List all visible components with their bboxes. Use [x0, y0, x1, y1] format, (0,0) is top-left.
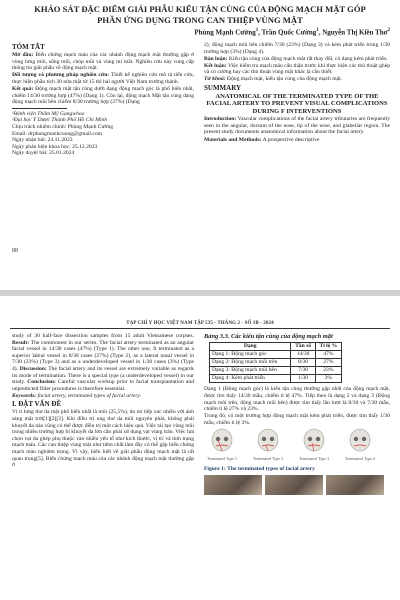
skull-illustration	[208, 428, 236, 456]
right-column-p1	[204, 42, 390, 144]
author-line: Phùng Mạnh Cường$^1$, Trần Quốc Cường$^1$, Nguyễn Thị Kiều Thơ$^2$	[194, 28, 390, 37]
author-1: Phùng Mạnh Cường	[194, 28, 256, 37]
table-row: Dạng 2: Động mạch môi trên 8/30 27%	[210, 359, 342, 367]
article-title: KHẢO SÁT ĐẶC ĐIỂM GIẢI PHẪU KIỂU TẬN CÙNG CỦA ĐỘNG MẠCH MẶT GÓP PHẦN ỨNG DỤNG TRONG CAN THIỆP VÙNG MẶT	[34, 4, 366, 25]
journal-header: TẠP CHÍ Y HỌC VIỆT NAM TẬP 535 - THÁNG 2 - SỐ 1B - 2024	[126, 321, 274, 326]
figure-label: Terminated Type 3	[298, 456, 330, 462]
table-row: Dạng 4: Kém phát triển 1/30 3%	[210, 375, 342, 383]
date-line: Ngày duyệt bài: 25.01.2024	[12, 150, 75, 157]
page-number: 88	[12, 248, 18, 254]
abstract-para: Kết luận: Việc kiểm tra mạch máu cẩn thận trước khi thực hiện các thủ thuật ghép và có cường hay các thủ thuật vùng mặt khác là cần thiết.	[204, 62, 390, 76]
abstract-para: Bàn luận: Kiểu tận cùng của động mạch mặt rất thay đổi, có dạng kém phát triển.	[204, 55, 388, 62]
date-line: Ngày phản biện khoa học: 25.12.2023	[12, 143, 98, 150]
page-bottom	[0, 296, 400, 600]
figure-caption: Figure 1: The terminated types of facial artery	[204, 466, 315, 473]
terminated-types-table	[209, 342, 342, 383]
skull-illustration	[346, 428, 374, 456]
table-row: Dạng 3: Động mạch mũi bên 7/30 23%	[210, 367, 342, 375]
page-top	[0, 0, 400, 290]
abstract-para: Đối tượng và phương pháp nghiên cứu: Thiết kế nghiên cứu mô tả tiến cứu, thực hiện phẫu tích 30 nửa mặt từ 15 thi hài người Việt Nam trưởng thành.	[12, 72, 194, 85]
table-title: Bảng 3.3. Các kiểu tận cùng của động mạch mặt	[204, 333, 333, 340]
affiliation-line: ²Đại học Y Dược Thành Phố Hồ Chí Minh	[12, 117, 108, 124]
right-column-p2	[204, 333, 390, 495]
skull-illustration	[300, 428, 328, 456]
left-column-p2	[12, 333, 194, 469]
dissection-photos	[204, 475, 384, 495]
abstract-para: Mở đầu: Biến chứng mạch máu của các nhánh động mạch mặt thường gặp ở vùng lưng mũi, sống mũi, chóp mũi và vùng mí mắt. Nghiên cứu này cung cấp thông tin giải phẫu về động mạch mặt.	[12, 52, 194, 72]
keywords-para: Keywords: facial artery, terminated types of facial artery.	[12, 392, 142, 399]
abstract-para: 2), động mạch mũi bên chiếm 7/30 (23%) (Dạng 3) và kém phát triển trong 1/30 trường hợp (3%) (Dạng 4).	[204, 42, 390, 55]
table-header-row	[210, 343, 342, 351]
footnote-rule	[12, 108, 67, 109]
table-note: Dạng 1 (Động mạch góc) là kiểu tận cùng thường gặp nhất của động mạch mặt, được tìm thấy 14/30 mẫu, chiếm tỉ lệ 47%. Tiếp theo là dạng 2 và dạng 3 (Động mạch môi trên, động mạch mũi bên) được tìm thấy lần lượt là 8/30 và 7/30 mẫu, chiếm tỉ lệ 27% và 23%.	[204, 386, 390, 413]
abstract-heading: TÓM TẮT	[12, 43, 45, 51]
table-header: Tần số	[291, 343, 315, 351]
intro-para: Vì tỉ lưng thư da mặt phổ biến nhất là mũi (25,5%), do nó tiếp xúc nhiều với ánh sáng mặt trời[1][2][3]. Khi điều trị ung thư da mũi nguyên phát, không phải khuyết da nào cũng có thể được điều trị một cách hiệu quả. Việc tái tạo vùng mũi trong nhiều trường hợp bị khuyết da lớn cần phải sử dụng vạt vùng trán. Việc lựa chọn vạt da ghép phụ thuộc vào nhiều yếu tố như kích thước, vị trí và tình trạng mạch máu. Các can thiệp vùng mặt như tiêm chất làm đầy có thể gặp biến chứng mạch máu nghiêm trọng. Vì vậy, hiểu biết về giải phẫu động mạch mặt là rất quan trọng[5]. Biến chứng mạch máu của các nhánh động mạch mặt thường gặp ở	[12, 409, 194, 469]
left-column-p1	[12, 42, 194, 157]
keywords-para: Từ khoá: Động mạch mặt, kiểu tận cùng của động mạch mặt.	[204, 76, 343, 83]
date-line: Ngày nhận bài: 24.11.2023	[12, 137, 73, 144]
figure-label: Terminated Type 1	[206, 456, 238, 462]
skull-figure	[204, 428, 384, 464]
figure-label: Terminated Type 4	[344, 456, 376, 462]
table-header: Tỉ lệ %	[315, 343, 341, 351]
dissection-photo	[265, 475, 323, 495]
dissection-photo	[204, 475, 262, 495]
dissection-photo	[326, 475, 384, 495]
summary-heading: SUMMARY	[204, 84, 242, 93]
table-row: Dạng 1: Động mạch góc 14/30 47%	[210, 351, 342, 359]
author-2: Trần Quốc Cường	[261, 28, 317, 37]
summary-para: Materials and Methods: A prospective descriptive	[204, 136, 320, 143]
section-heading: I. ĐẶT VẤN ĐỀ	[12, 400, 62, 409]
figure-label: Terminated Type 2	[252, 456, 284, 462]
contact-line: Chịu trách nhiệm chính: Phùng Mạnh Cường	[12, 123, 114, 130]
english-title: ANATOMICAL OF THE TERMINATED TYPE OF THE FACIAL ARTERY TO PREVENT VISUAL COMPLICATIONS DURING F INTERVENTIONS	[206, 93, 388, 115]
skull-illustration	[254, 428, 282, 456]
affiliation-line: ¹Bệnh viện Thẩm Mỹ Gangwhoo	[12, 110, 85, 117]
summary-para: Introduction: Vascular complications of the facial artery tributaries are frequently seen in the angular, dorsum of the nose, tip of the nose, and glabellar region. The present study documents anatomical information about the facial artery.	[204, 116, 390, 136]
table-header: Dạng	[210, 343, 291, 351]
table-note: Trong đó, có một trường hợp động mạch mặt kém phát triển, được tìm thấy 1/30 mẫu, chiếm tỉ lệ 3%.	[204, 413, 390, 426]
author-3: Nguyễn Thị Kiều Thơ	[322, 28, 388, 37]
email-line: Email: drphungmanhcuong@gmail.com	[12, 130, 102, 137]
header-rule	[10, 328, 390, 329]
abstract-para: Kết quả: Động mạch mặt tận cùng dưới dạng động mạch góc là phổ biến nhất, chiếm 14/30 trường hợp (47%) (Dạng 1). Còn lại, động mạch Mặt tận cùng dạng động mạch mũi bên chiếm 8/30 trường hợp (27%) (Dạng	[12, 85, 194, 106]
summary-para: study of 30 half-face dissection samples from 15 adult Vietnamese corpses. Result: The commonest in our series. The facial artery terminated as an angular facial vessel in 14/30 cases (47%) (Type 1). The other one, It terminated as a superior labial vessel in 8/30 cases (27%) (Type 2), as a lateral nasal vessel in 7/30 (23%) (Type 3) and as a underdeveloped vessel in 1/30 cases (3%) (Type 4). Discussion: The facial artery and its vessel are extremely variable as regards its mode of termination. There is a special type (a underdeveloped vessel) in our study. Conclusion: Careful vascular workup prior to facial transplantation and unpredicted filler procedures is therefore essential.	[12, 333, 194, 392]
